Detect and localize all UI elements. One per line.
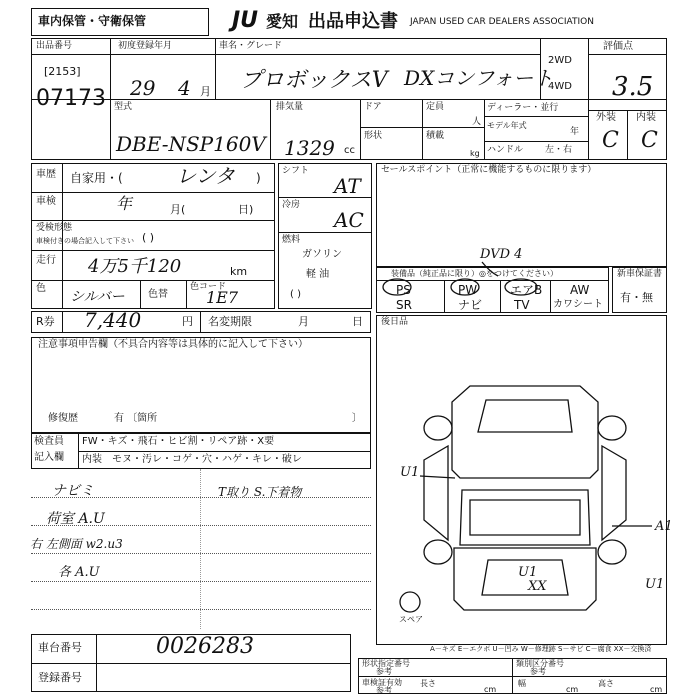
height-label: 高さ xyxy=(598,679,614,688)
ac: AC xyxy=(334,208,364,232)
exterior-label: 外装 xyxy=(596,112,616,123)
reg-month: 4 xyxy=(178,76,191,100)
grade: DXコンフォート xyxy=(404,66,554,90)
mark-u1-left: U1 xyxy=(400,465,420,480)
reg-label: 登録番号 xyxy=(38,671,82,684)
storage-title: 車内保管・守衛保管 xyxy=(38,14,147,28)
first-reg-label: 初度登録年月 xyxy=(118,41,173,51)
inspection-label: 車検 xyxy=(36,196,56,207)
person-unit: 人 xyxy=(472,117,482,127)
equip-leather: カワシート xyxy=(553,299,603,310)
dealer-label: ディーラー・並行 xyxy=(487,103,559,113)
reg-date-label: 車検証有効 xyxy=(362,678,402,687)
assoc-name: JAPAN USED CAR DEALERS ASSOCIATION xyxy=(410,17,594,27)
equip-airbag: エアB xyxy=(510,283,543,297)
mark-u1-right: U1 xyxy=(645,577,665,592)
exterior-grade: C xyxy=(602,128,619,153)
inspector-row1: FW・キズ・飛石・ヒビ割・リペア跡・X要 xyxy=(82,436,275,447)
lot-no-label: 出品番号 xyxy=(36,41,73,51)
recycle-box xyxy=(31,308,371,333)
color-code-label: 色コード xyxy=(190,282,227,292)
color-change-label: 色替 xyxy=(148,289,168,300)
notes-box xyxy=(31,337,371,433)
inspector-label: 検査員 xyxy=(34,436,64,447)
warranty-opts: 有・無 xyxy=(620,291,653,304)
hand-note-1: ナビミ xyxy=(52,483,94,499)
shift-label: シフト xyxy=(282,166,310,176)
mileage: 4万5千120 xyxy=(88,256,182,277)
drive-2wd: 2WD xyxy=(548,55,572,66)
door-label: ドア xyxy=(364,102,382,112)
color-code: 1E7 xyxy=(206,288,239,307)
history-label: 車歴 xyxy=(36,169,56,180)
load-label: 積載 xyxy=(426,131,445,141)
model: DBE-NSP160V xyxy=(116,132,266,156)
model-year-label: モデル年式 xyxy=(487,121,527,130)
equipment-label: 装備品（純正品に限り）◎をつけてください） xyxy=(391,269,558,278)
history-value: 自家用・( xyxy=(70,171,123,185)
name-change-label: 名変期限 xyxy=(208,315,252,328)
recycle-amount: 7,440 xyxy=(84,308,142,332)
equip-aw: AW xyxy=(570,283,590,297)
equip-navi: ナビ xyxy=(458,298,483,312)
yen-unit: 円 xyxy=(182,315,193,328)
repair-opts: 有 〔箇所 xyxy=(114,413,158,424)
km-unit: km xyxy=(230,265,248,278)
insp-year: 年 xyxy=(116,194,133,213)
year-unit: 年 xyxy=(570,127,580,137)
chassis-label: 車台番号 xyxy=(38,641,82,654)
ac-label: 冷房 xyxy=(282,200,301,210)
hand-note-3: 荷室 A.U xyxy=(46,511,105,527)
score-label: 評価点 xyxy=(603,41,633,52)
hand-note-4: 右 左側面 w2.u3 xyxy=(30,537,123,551)
notes-label: 注意事項申告欄（不具合内容等は具体的に記入して下さい） xyxy=(38,339,308,350)
cc-unit: cc xyxy=(344,145,355,156)
legend: A－キズ E－エクボ U－凹み W－修理跡 S－サビ C－腐食 XX－交換済 xyxy=(430,645,652,653)
model-label: 型式 xyxy=(114,102,133,112)
designated-label: 形状指定番号 xyxy=(362,659,410,668)
after-label: 後日品 xyxy=(381,317,409,327)
drive-4wd: 4WD xyxy=(548,81,572,92)
car-name: プロボックスV xyxy=(240,68,388,93)
interior-grade: C xyxy=(641,128,658,153)
equip-tv: TV xyxy=(514,298,530,312)
displacement: 1329 xyxy=(284,136,335,160)
insp-month: 月( xyxy=(170,203,186,216)
insp-day: 日) xyxy=(238,203,254,216)
lot-no: 07173 xyxy=(36,86,106,111)
score: 3.5 xyxy=(612,72,654,102)
after-goods-box xyxy=(376,315,667,645)
width-label: 幅 xyxy=(518,679,526,688)
category-label: 類別区分番号 xyxy=(516,659,564,668)
history-hand: レンタ xyxy=(176,164,235,188)
sales-point-hand: DVD 4 xyxy=(480,247,523,262)
name-grade-label: 車名・グレード xyxy=(219,41,283,51)
sales-point-label: セールスポイント（正常に機能するものに限ります） xyxy=(381,165,597,175)
equip-sr: SR xyxy=(396,298,412,312)
mark-u1-rear: U1 xyxy=(518,565,538,580)
fuel-diesel: 軽 油 xyxy=(306,269,330,280)
shape-label: 形状 xyxy=(364,131,383,141)
fuel-gas: ガソリン xyxy=(302,249,342,260)
color-label: 色 xyxy=(36,283,46,294)
form-title: 出品申込書 xyxy=(308,11,398,32)
interior-label: 内装 xyxy=(636,112,656,123)
org-name: 愛知 xyxy=(266,12,299,31)
reg-year: 29 xyxy=(130,76,156,100)
hand-note-5: 各 A.U xyxy=(58,565,100,580)
handle-label: ハンドル xyxy=(487,145,524,155)
receive-sub: 車検付きの場合記入して下さい xyxy=(36,237,134,245)
mark-xx-rear: XX xyxy=(528,579,547,594)
kg-unit: kg xyxy=(470,149,480,158)
chassis-no: 0026283 xyxy=(156,634,254,659)
receive-label: 受検形態 xyxy=(36,223,73,233)
hand-note-2: T取り S.下着物 xyxy=(218,485,302,499)
capacity-label: 定員 xyxy=(426,102,445,112)
length-label: 長さ xyxy=(420,679,436,688)
mark-a1-right: A1 xyxy=(655,519,673,534)
equip-ps: PS xyxy=(396,283,411,297)
lot-small: [2153] xyxy=(44,65,81,78)
equip-pw: PW xyxy=(458,283,478,297)
repair-label: 修復歴 xyxy=(48,413,78,424)
inspector-label2: 記入欄 xyxy=(34,452,64,463)
displacement-label: 排気量 xyxy=(276,102,304,112)
inspector-row2: モヌ・汚レ・コゲ・穴・ハゲ・キレ・破レ xyxy=(112,454,302,465)
ju-logo: JU xyxy=(232,8,259,33)
mileage-label: 走行 xyxy=(36,255,56,266)
spare-label: スペア xyxy=(399,615,423,624)
handle-opts: 左・右 xyxy=(545,145,573,155)
inspector-row2-label: 内装 xyxy=(82,454,102,465)
fuel-label: 燃料 xyxy=(282,235,301,245)
recycle-label: R券 xyxy=(36,315,55,328)
warranty-label: 新車保証書 xyxy=(617,269,663,279)
shift: AT xyxy=(334,174,361,198)
color: シルバー xyxy=(70,289,125,305)
reg-month-unit: 月 xyxy=(200,85,211,98)
